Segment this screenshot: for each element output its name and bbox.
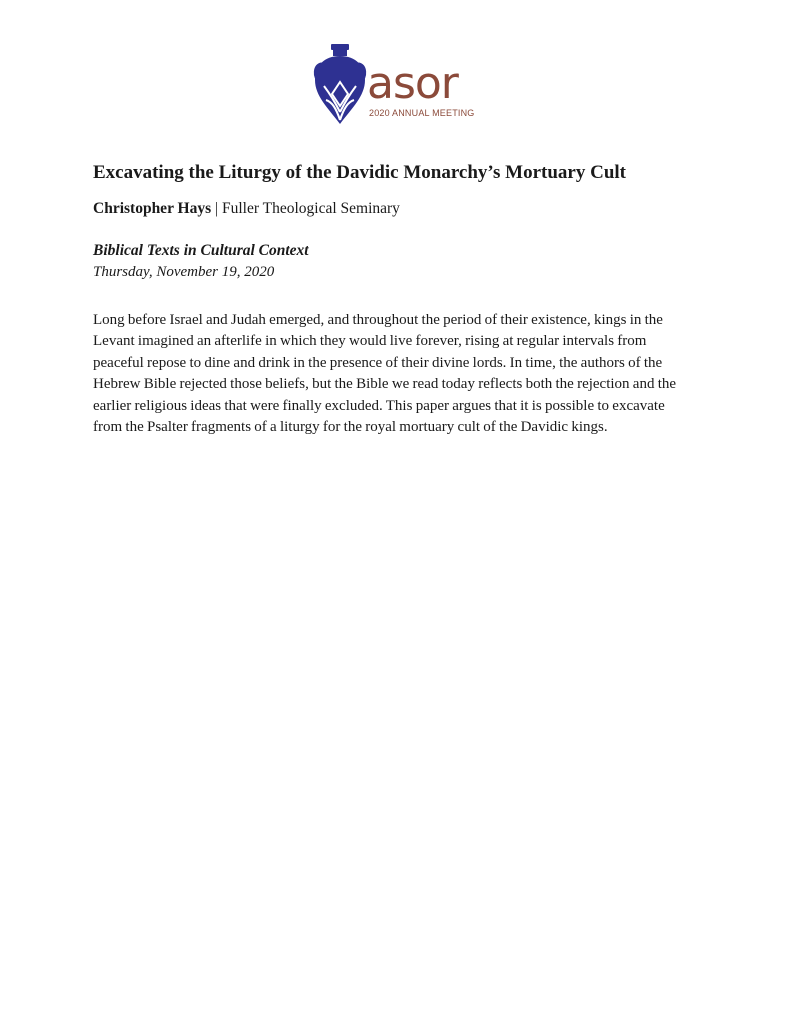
author-line: [93, 200, 400, 218]
asor-logo: [312, 42, 482, 124]
session-date: Thursday, November 19, 2020: [93, 264, 275, 280]
logo-subtitle: 2020 ANNUAL MEETING: [369, 108, 475, 118]
session-name: Biblical Texts in Cultural Context: [93, 242, 309, 259]
author-name: Christopher Hays: [93, 200, 212, 217]
abstract-text: Long before Israel and Judah emerged, and throughout the period of their existence, kings in the Levant imagined an afterlife in which they would live forever, rising at regular intervals from peaceful repose to dine and drink in the presence of their divine lords. In time, the authors of the Hebrew Bible rejected those beliefs, but the Bible we read today reflects both the rejection and the earlier religious ideas that were finally excluded. This paper argues that it is possible to excavate from the Psalter fragments of a liturgy for the royal mortuary cult of the Davidic kings.: [93, 312, 677, 436]
logo-wordmark: asor: [367, 58, 458, 109]
paper-title: Excavating the Liturgy of the Davidic Monarchy’s Mortuary Cult: [93, 162, 627, 183]
author-affiliation: Fuller Theological Seminary: [222, 200, 400, 217]
author-separator: |: [215, 200, 219, 217]
vessel-icon: [312, 42, 368, 126]
